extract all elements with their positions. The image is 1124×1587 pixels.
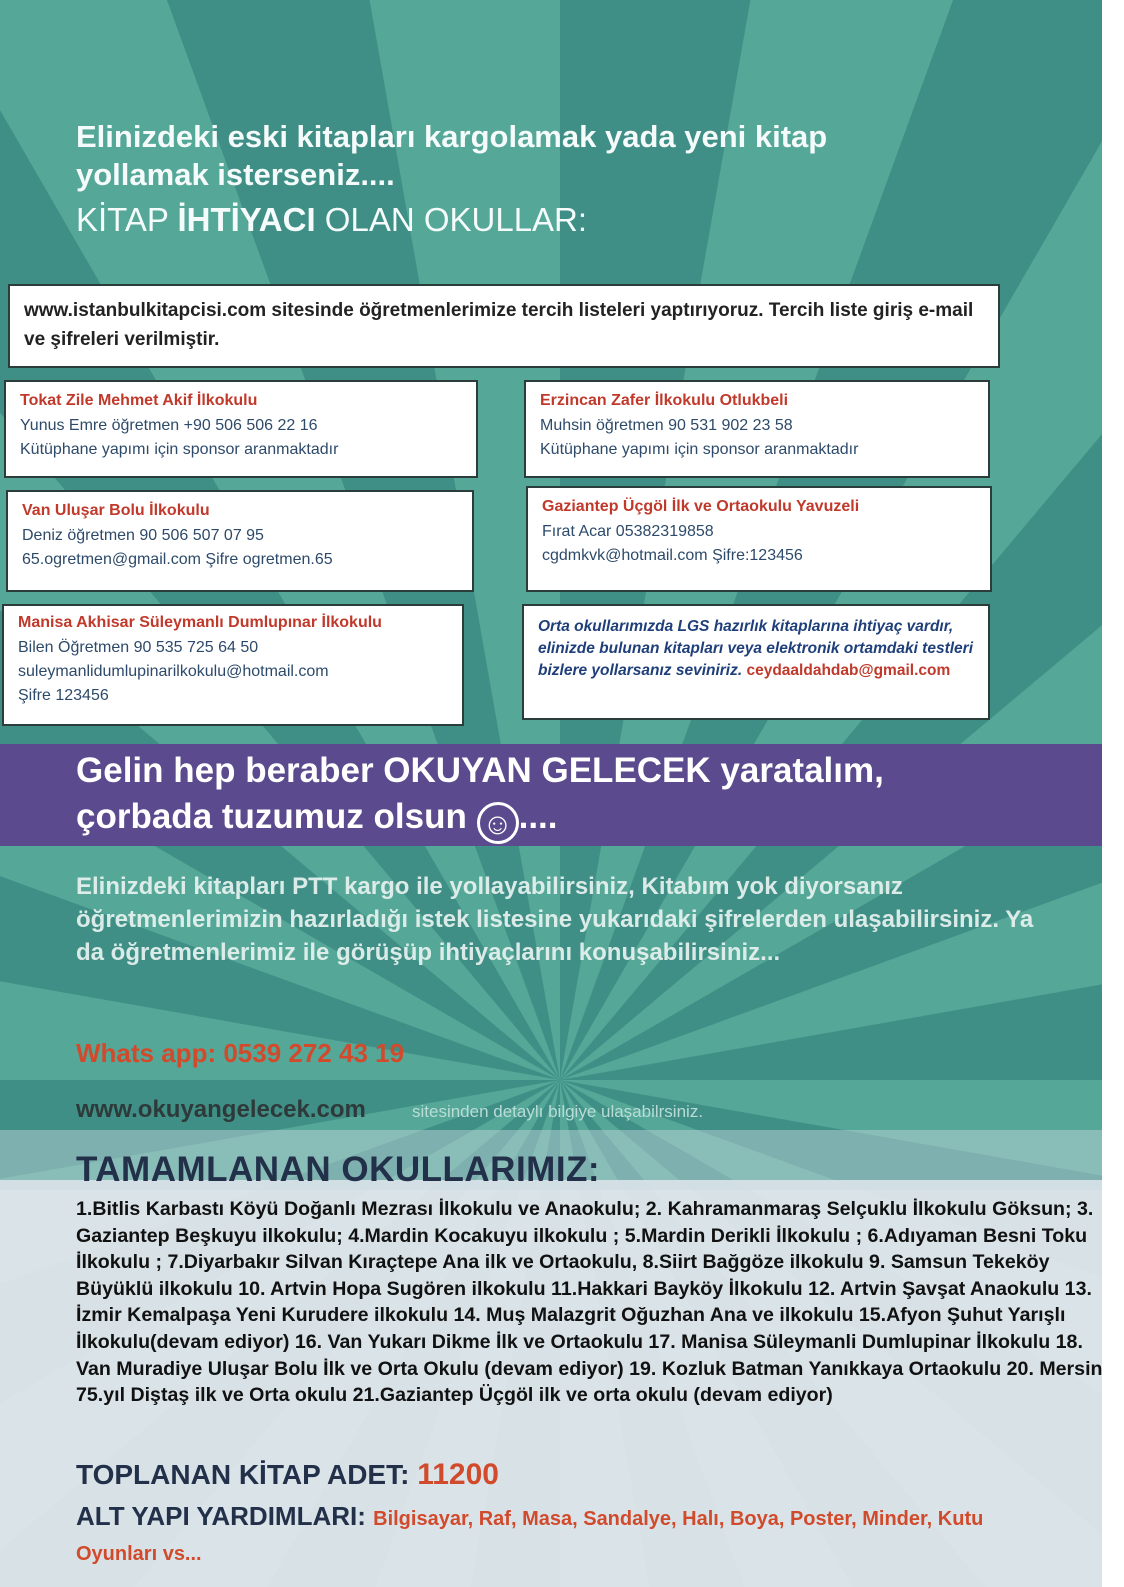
slogan-line-2: çorbada tuzumuz olsun (76, 797, 467, 836)
school-login: 65.ogretmen@gmail.com Şifre ogretmen.65 (22, 551, 333, 568)
school-contact: Bilen Öğretmen 90 535 725 64 50 (18, 639, 259, 656)
lgs-note-email: ceydaaldahdab@gmail.com (742, 662, 951, 679)
schools-in-need-heading (76, 200, 587, 240)
school-password: Şifre 123456 (18, 687, 109, 704)
headline-line-1: Elinizdeki eski kitapları kargolamak yada yeni kitap (76, 119, 828, 154)
instructions-paragraph: Elinizdeki kitapları PTT kargo ile yollayabilirsiniz, Kitabım yok diyorsanız öğretmenlerimizin hazırladığı istek listesine yukarıdaki şifrelerden ulaşabilirsiniz. Ya da öğretmenlerimiz ile görüşüp ihtiyaçlarını konuşabilirsiniz... (76, 873, 1034, 966)
subhead-part-1: KİTAP (76, 201, 178, 238)
school-title: Erzincan Zafer İlkokulu Otlukbeli (540, 392, 789, 409)
books-collected (76, 1458, 499, 1492)
school-title: Manisa Akhisar Süleymanlı Dumlupınar İlkokulu (18, 614, 382, 631)
infrastructure-help (76, 1500, 1066, 1570)
infra-items: Bilgisayar, Raf, Masa, Sandalye, Halı, Boya, Poster, Minder, Kutu Oyunları vs... (76, 1508, 984, 1565)
completed-schools-list: 1.Bitlis Karbastı Köyü Doğanlı Mezrası İlkokulu ve Anaokulu; 2. Kahramanmaraş Selçuklu İlkokulu Göksun; 3. Gaziantep Beşkuyu ilkokulu; 4.Mardin Kocakuyu ilkokulu ; 5.Mardin Derikli İlkokulu ; 6.Adıyaman Besni Toku İlkokulu ; 7.Diyarbakır Silvan Kıraçtepe Ana ilk ve Ortaokulu, 8.Siirt Bağgöze ilkokulu 9. Samsun Tekeköy Büyüklü ilkokulu 10. Artvin Hopa Sugören ilkokulu 11.Hakkari Bayköy İlkokulu 12. Artvin Şavşat Anaokulu 13. İzmir Kemalpaşa Yeni Kurudere ilkokulu 14. Muş Malazgrit Oğuzhan Ana ve ilkokulu 15.Afyon Şuhut Yarışlı İlkokulu(devam ediyor) 16. Van Yukarı Dikme İlk ve Ortaokulu 17. Manisa Süleymanli Dumlupinar İlkokulu 18. Van Muradiye Uluşar Bolu İlk ve Orta Okulu (devam ediyor) 19. Kozluk Batman Yanıkkaya Ortaokulu 20. Mersin 75.yıl Diştaş ilk ve Orta okulu 21.Gaziantep Üçgöl ilk ve orta okulu (devam ediyor) (76, 1198, 1103, 1407)
school-note: Kütüphane yapımı için sponsor aranmaktadır (20, 441, 339, 458)
slogan-line-2-wrap (76, 794, 1086, 844)
whatsapp-number: Whats app: 0539 272 43 19 (76, 1038, 405, 1068)
school-contact: Yunus Emre öğretmen +90 506 506 22 16 (20, 417, 318, 434)
school-title: Van Uluşar Bolu İlkokulu (22, 502, 210, 519)
infra-label: ALT YAPI YARDIMLARI: (76, 1501, 374, 1531)
school-card (4, 380, 478, 478)
school-note: Kütüphane yapımı için sponsor aranmaktadır (540, 441, 859, 458)
books-label: TOPLANAN KİTAP ADET: (76, 1459, 418, 1490)
website-url: www.okuyangelecek.com (76, 1096, 366, 1123)
website-note: sitesinden detaylı bilgiye ulaşabilrsiniz. (412, 1102, 704, 1121)
lgs-note-text: Orta okullarımızda LGS hazırlık kitaplarına ihtiyaç vardır, elinizde bulunan kitapları veya elektronik ortamdaki testleri bizlere yollarsanız seviniriz. (538, 618, 974, 679)
school-contact: Fırat Acar 05382319858 (542, 523, 714, 540)
slogan-tail: .... (518, 797, 558, 836)
school-card (524, 380, 990, 478)
info-site: www.istanbulkitapcisi.com (24, 300, 267, 321)
school-contact: Deniz öğretmen 90 506 507 07 95 (22, 527, 264, 544)
school-card (6, 490, 474, 592)
headline (76, 118, 1016, 194)
info-box (8, 284, 1000, 368)
info-text: sitesinde öğretmenlerimize tercih listeleri yaptırıyoruz. Tercih liste giriş e-mail ve şifreleri verilmiştir. (24, 300, 974, 350)
school-card (2, 604, 464, 726)
lgs-note-card (522, 604, 990, 720)
school-contact: Muhsin öğretmen 90 531 902 23 58 (540, 417, 793, 434)
slogan-line-1: Gelin hep beraber OKUYAN GELECEK yaratalım, (76, 751, 884, 790)
subhead-part-2: İHTİYACI (177, 201, 316, 238)
subhead-part-3: OLAN OKULLAR: (315, 201, 588, 238)
smiley-icon: ☺ (477, 802, 519, 844)
school-login: cgdmkvk@hotmail.com Şifre:123456 (542, 547, 803, 564)
school-title: Tokat Zile Mehmet Akif İlkokulu (20, 392, 258, 409)
slogan (76, 748, 1086, 844)
school-card (526, 486, 992, 592)
school-email: suleymanlidumlupinarilkokulu@hotmail.com (18, 663, 329, 680)
books-count: 11200 (417, 1458, 499, 1491)
completed-schools-title: TAMAMLANAN OKULLARIMIZ: (76, 1150, 601, 1189)
headline-line-2: yollamak isterseniz.... (76, 157, 395, 192)
school-title: Gaziantep Üçgöl İlk ve Ortaokulu Yavuzeli (542, 498, 860, 515)
